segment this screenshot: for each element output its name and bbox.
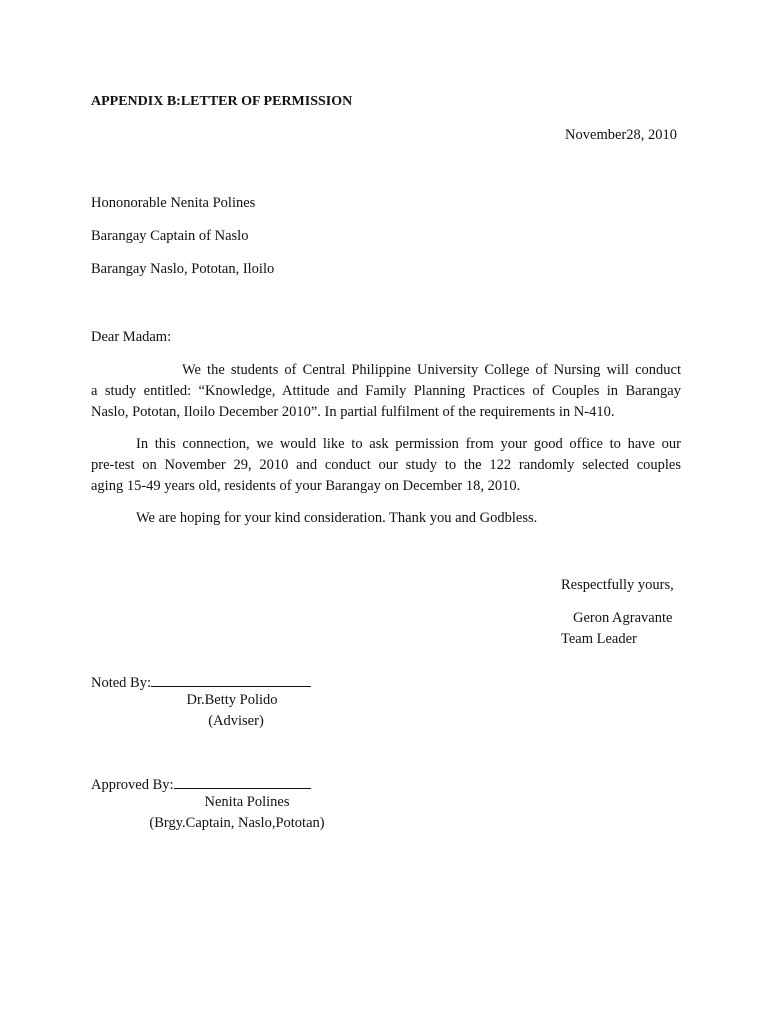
body-paragraph-3: We are hoping for your kind consideration. Thank you and Godbless. [136,510,538,526]
signer-role: Team Leader [561,631,637,647]
salutation: Dear Madam: [91,329,172,345]
body-line: pre-test on November 29, 2010 and conduct our study to the 122 randomly selected couples [91,457,681,473]
noted-role: (Adviser) [208,713,264,729]
recipient-position: Barangay Captain of Naslo [91,228,249,244]
approved-signature-line [174,774,311,789]
body-line: aging 15-49 years old, residents of your Barangay on December 18, 2010. [91,478,521,494]
noted-name: Dr.Betty Polido [186,692,278,708]
signer-name: Geron Agravante [573,610,673,626]
body-paragraph-1 [91,360,681,423]
recipient-address: Barangay Naslo, Pototan, Iloilo [91,261,275,277]
approved-name: Nenita Polines [204,794,290,810]
body-paragraph-2 [91,434,681,497]
closing-text: Respectfully yours, [561,577,674,593]
approved-by-label: Approved By: [91,777,174,793]
approved-by-row [91,774,311,793]
approved-role: (Brgy.Captain, Naslo,Pototan) [149,815,325,831]
noted-by-label: Noted By: [91,675,152,691]
body-line: In this connection, we would like to ask permission from your good office to have our [136,436,681,452]
body-line: We the students of Central Philippine University College of Nursing will conduct [182,362,681,378]
letter-date: November28, 2010 [565,127,677,143]
noted-signature-line [151,672,311,687]
body-line: Naslo, Pototan, Iloilo December 2010”. In partial fulfilment of the requirements in N-410. [91,404,615,420]
page-title: APPENDIX B:LETTER OF PERMISSION [91,94,353,109]
noted-by-row [91,672,311,691]
body-line: a study entitled: “Knowledge, Attitude and Family Planning Practices of Couples in Barangay [91,383,681,399]
recipient-name: Hononorable Nenita Polines [91,195,256,211]
